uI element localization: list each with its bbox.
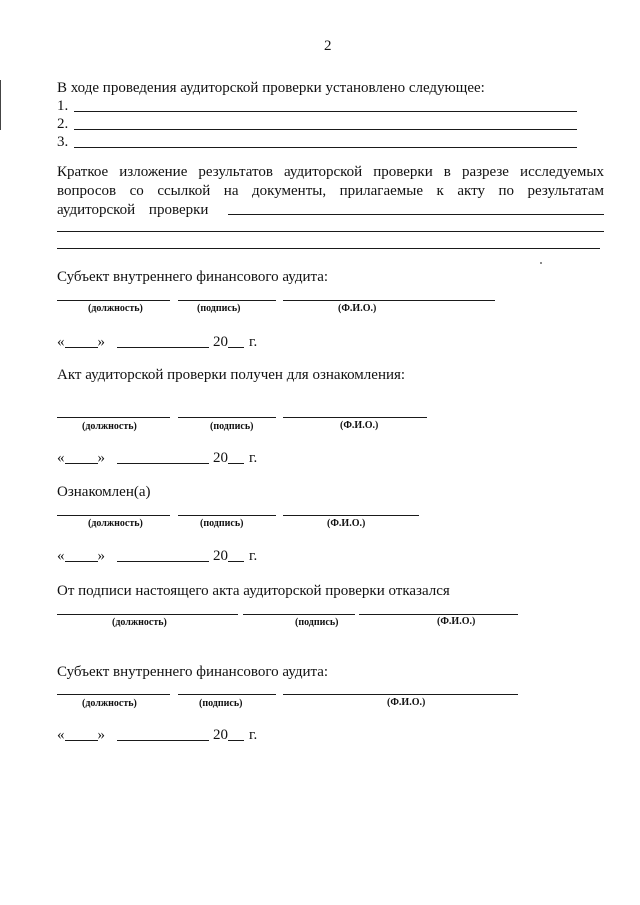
signature-line-5 <box>178 694 276 695</box>
acquainted-heading: Ознакомлен(а) <box>57 484 151 500</box>
finding-item-1: 1. <box>57 98 69 114</box>
subject-heading-1: Субъект внутреннего финансового аудита: <box>57 269 329 285</box>
signature-caption-4: (подпись) <box>295 617 339 628</box>
fio-caption-4: (Ф.И.О.) <box>437 616 476 627</box>
summary-line-1: Краткое изложение результатов аудиторской проверки в разрезе исследуемых <box>57 164 604 180</box>
fio-caption-3: (Ф.И.О.) <box>327 518 366 529</box>
fio-caption-5: (Ф.И.О.) <box>387 697 426 708</box>
position-caption-4: (должность) <box>112 617 167 628</box>
signature-line-3 <box>178 515 276 516</box>
signature-line-2 <box>178 417 276 418</box>
findings-heading: В ходе проведения аудиторской проверки установлено следующее: <box>57 80 485 96</box>
fio-caption-1: (Ф.И.О.) <box>338 303 377 314</box>
signature-line-1 <box>178 300 276 301</box>
position-caption-2: (должность) <box>82 421 137 432</box>
finding-line-1 <box>74 111 577 112</box>
fio-line-5 <box>283 694 518 695</box>
scan-margin-mark <box>0 80 1 130</box>
signature-caption-1: (подпись) <box>197 303 241 314</box>
date-row-2: « » 20 г. <box>57 450 258 466</box>
summary-line-2: вопросов со ссылкой на документы, прилагаемые к акту по результатам <box>57 183 604 199</box>
finding-item-3: 3. <box>57 134 69 150</box>
finding-line-3 <box>74 147 577 148</box>
signature-caption-5: (подпись) <box>199 698 243 709</box>
position-line-3 <box>57 515 170 516</box>
summary-fill-line-3 <box>57 248 600 249</box>
signature-caption-3: (подпись) <box>200 518 244 529</box>
date-row-3: « » 20 г. <box>57 548 258 564</box>
position-caption-5: (должность) <box>82 698 137 709</box>
position-caption-3: (должность) <box>88 518 143 529</box>
date-row-5: « » 20 г. <box>57 727 258 743</box>
date-row-1: « » 20 г. <box>57 334 258 350</box>
fio-line-2 <box>283 417 427 418</box>
summary-fill-line-1 <box>228 214 604 215</box>
position-line-4 <box>57 614 238 615</box>
scan-speck <box>540 262 542 264</box>
summary-fill-line-2 <box>57 231 604 232</box>
position-caption-1: (должность) <box>88 303 143 314</box>
position-line-5 <box>57 694 170 695</box>
fio-line-1 <box>283 300 495 301</box>
received-heading: Акт аудиторской проверки получен для ознакомления: <box>57 367 406 383</box>
fio-line-3 <box>283 515 419 516</box>
fio-caption-2: (Ф.И.О.) <box>340 420 379 431</box>
signature-line-4 <box>243 614 355 615</box>
refused-heading: От подписи настоящего акта аудиторской проверки отказался <box>57 583 450 599</box>
fio-line-4 <box>359 614 518 615</box>
summary-line-3: аудиторской проверки <box>57 202 209 218</box>
position-line-1 <box>57 300 170 301</box>
finding-item-2: 2. <box>57 116 69 132</box>
position-line-2 <box>57 417 170 418</box>
subject-heading-2: Субъект внутреннего финансового аудита: <box>57 664 329 680</box>
page-number: 2 <box>324 38 332 54</box>
finding-line-2 <box>74 129 577 130</box>
signature-caption-2: (подпись) <box>210 421 254 432</box>
